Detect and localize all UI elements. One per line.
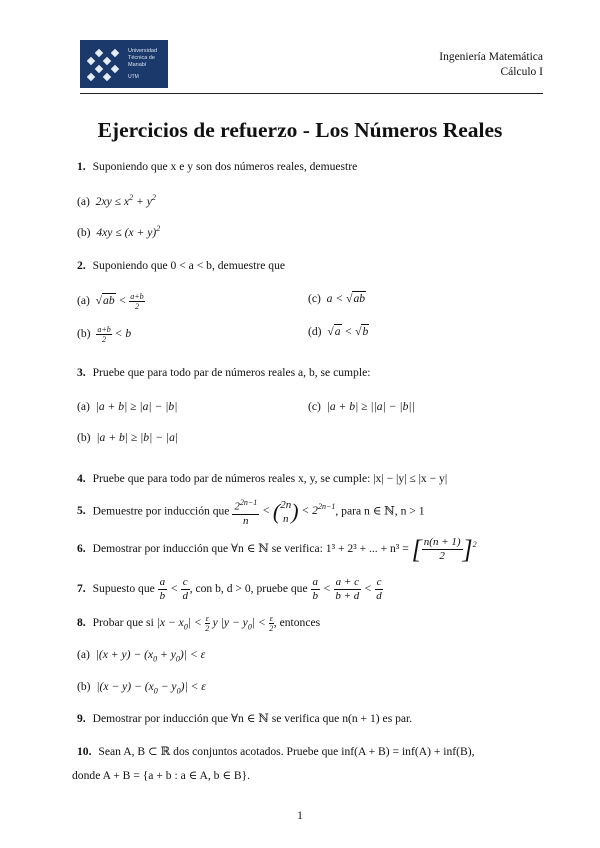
- formula: $\frac{a+b}{2}$ < b: [97, 325, 132, 344]
- item-label: (c): [308, 400, 321, 413]
- item-label: (a): [77, 294, 90, 308]
- problem-2a: [77, 292, 145, 311]
- item-label: (b): [77, 431, 91, 444]
- logo-line: Manabí: [128, 61, 147, 68]
- problem-text: Suponiendo que 0 < a < b, demuestre que: [92, 259, 286, 272]
- problem-1: [77, 160, 357, 173]
- formula: |a + b| ≥ |a| − |b|: [92, 400, 178, 413]
- problem-6: [77, 536, 477, 563]
- problem-2c: [308, 292, 366, 305]
- problem-3c: [308, 400, 415, 413]
- formula: √a < √b: [324, 325, 369, 338]
- problem-2d: [308, 325, 369, 338]
- problem-number: 1.: [77, 160, 86, 173]
- problem-3: [77, 366, 370, 379]
- formula: $\frac{2^{2n-1}}{n}$ < (2n n ) < $2^{2n-1}$: [234, 498, 336, 527]
- logo-subtitle: UTM: [128, 73, 139, 80]
- problem-text: Demostrar por inducción que ∀n ∈ ℕ se verifica: 1³ + 2³ + ... + n³ =: [92, 542, 409, 556]
- problem-text: Sean A, B ⊂ ℝ dos conjuntos acotados. Pruebe que inf(A + B) = inf(A) + inf(B),: [98, 745, 475, 758]
- problem-1b: [77, 224, 160, 239]
- problem-tail: , para n ∈ ℕ, n > 1: [335, 504, 425, 518]
- program-name: Ingeniería Matemática: [439, 51, 543, 63]
- problem-10: [77, 744, 475, 758]
- course-info: [439, 50, 543, 80]
- problem-3b: [77, 431, 178, 444]
- item-label: (a): [77, 648, 90, 661]
- problem-tail: , entonces: [273, 616, 321, 630]
- problem-text: Demostrar por inducción que ∀n ∈ ℕ se verifica que n(n + 1) es par.: [92, 712, 413, 725]
- problem-text: donde A + B = {a + b : a ∈ A, b ∈ B}.: [72, 769, 251, 782]
- problem-3a: [77, 400, 177, 413]
- problem-number: 7.: [77, 582, 86, 596]
- problem-number: 6.: [77, 542, 86, 556]
- formula: $\frac{a}{b}$ < $\frac{c}{d}$: [159, 576, 188, 602]
- problem-number: 5.: [77, 504, 86, 518]
- problem-number: 4.: [77, 472, 86, 485]
- item-label: (b): [77, 225, 91, 239]
- problem-mid: , con b, d > 0, pruebe que: [189, 582, 308, 596]
- problem-number: 3.: [77, 366, 86, 379]
- formula: $|(x - y) - (x_0 - y_0)| < \varepsilon$: [93, 680, 206, 696]
- problem-8: [77, 614, 320, 633]
- problem-text: Suponiendo que x e y son dos números reales, demuestre: [92, 160, 358, 173]
- problem-1a: [77, 193, 156, 208]
- formula: $|x - x_0|$ < $\frac{\varepsilon}{2}$ y $|y - y_0|$ < $\frac{\varepsilon}{2}$: [156, 614, 274, 633]
- page-title: Ejercicios de refuerzo - Los Números Reales: [97, 118, 503, 142]
- problem-2: [77, 259, 285, 272]
- university-logo: [80, 40, 168, 88]
- problem-text: Demuestre por inducción que: [92, 504, 230, 518]
- problem-4: [77, 472, 447, 485]
- problem-text: Probar que si: [92, 616, 154, 630]
- item-label: (a): [77, 400, 90, 413]
- problem-8a: [77, 648, 205, 663]
- problem-5: [77, 496, 425, 528]
- problem-number: 10.: [77, 745, 92, 758]
- problem-text: Pruebe que para todo par de números reales a, b, se cumple:: [92, 366, 371, 379]
- course-name: Cálculo I: [500, 66, 543, 78]
- problem-text: Supuesto que: [92, 582, 155, 596]
- header-divider: [80, 93, 543, 94]
- item-label: (b): [77, 680, 91, 693]
- problem-7: [77, 576, 383, 603]
- formula: √ab < $\frac{a+b}{2}$: [92, 292, 144, 311]
- item-label: (a): [77, 194, 90, 208]
- logo-line: Universidad: [128, 47, 158, 54]
- formula: $2xy \le x^2 + y^2$: [92, 193, 156, 208]
- formula: $4xy \le (x + y)^2$: [93, 224, 161, 239]
- item-label: (b): [77, 327, 91, 341]
- problem-10-continued: [72, 768, 250, 782]
- formula: [ $\frac{n(n + 1)}{2}$ ]$^2$: [411, 534, 477, 564]
- formula: |a + b| ≥ |b| − |a|: [93, 431, 179, 444]
- problem-9: [77, 711, 412, 725]
- logo-emblem-icon: [84, 44, 124, 84]
- item-label: (d): [308, 325, 322, 338]
- problem-2b: [77, 325, 131, 344]
- item-label: (c): [308, 292, 321, 305]
- problem-8b: [77, 680, 206, 695]
- logo-text: [128, 48, 157, 81]
- problem-number: 2.: [77, 259, 86, 272]
- formula: |a + b| ≥ ||a| − |b||: [323, 400, 415, 413]
- problem-number: 8.: [77, 616, 86, 630]
- problem-number: 9.: [77, 712, 86, 725]
- logo-line: Técnica de: [128, 54, 155, 61]
- formula: $|(x + y) - (x_0 + y_0)| < \varepsilon$: [92, 648, 206, 664]
- formula: $\frac{a}{b}$ < $\frac{a + c}{b + d}$ < $\frac{c}{d}$: [312, 576, 382, 602]
- formula: a < √ab: [323, 292, 366, 305]
- problem-text: Pruebe que para todo par de números reales x, y, se cumple: |x| − |y| ≤ |x − y|: [92, 472, 448, 485]
- page-number: 1: [297, 810, 303, 822]
